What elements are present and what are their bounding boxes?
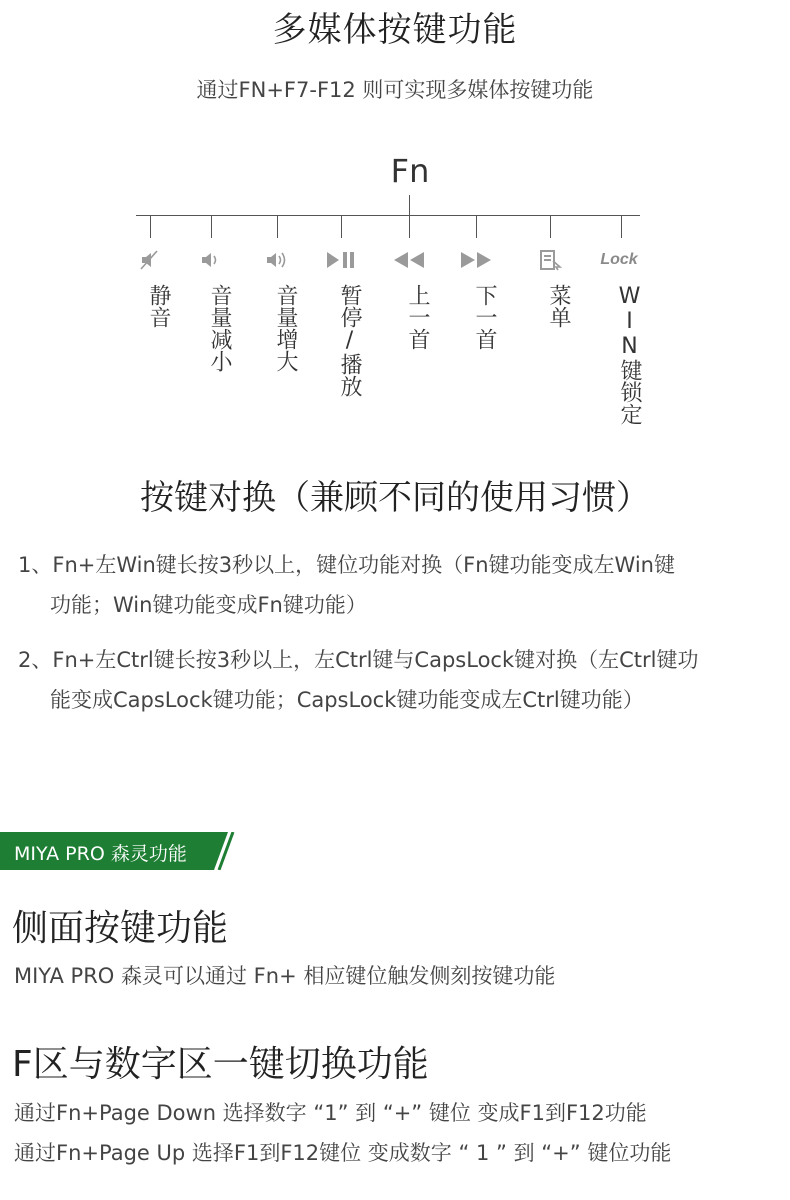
fn-label: Fn — [390, 152, 430, 190]
side-key-desc: MIYA PRO 森灵可以通过 Fn+ 相应键位触发侧刻按键功能 — [14, 964, 556, 988]
previous-track-icon — [389, 246, 429, 274]
key-swap-title: 按键对换（兼顾不同的使用习惯） — [140, 478, 650, 518]
f-zone-line1: 通过Fn+Page Down 选择数字 “1” 到 “+” 键位 变成F1到F12功能 — [14, 1101, 647, 1125]
key-label-volume-up: 音量增大 — [273, 284, 298, 372]
multimedia-title: 多媒体按键功能 — [272, 10, 518, 50]
key-tick — [409, 216, 410, 238]
multimedia-subtitle: 通过FN+F7-F12 则可实现多媒体按键功能 — [196, 78, 594, 102]
swap-item-2-line2: 能变成CapsLock键功能；CapsLock键功能变成左Ctrl键功能） — [50, 688, 644, 712]
key-label-win-lock: WIN键锁定 — [617, 284, 642, 425]
swap-item-1-line1: 1、Fn+左Win键长按3秒以上，键位功能对换（Fn键功能变成左Win键 — [18, 553, 675, 577]
f-zone-line2: 通过Fn+Page Up 选择F1到F12键位 变成数字 “ 1 ” 到 “+” 键位功能 — [14, 1141, 672, 1165]
volume-down-icon — [191, 246, 231, 274]
key-tick — [211, 216, 212, 238]
key-label-mute: 静音 — [146, 284, 171, 328]
next-track-icon — [456, 246, 496, 274]
key-tick — [150, 216, 151, 238]
key-tick — [550, 216, 551, 238]
key-tick — [277, 216, 278, 238]
banner-text: MIYA PRO 森灵功能 — [14, 843, 187, 865]
lock-icon: Lock — [600, 251, 638, 268]
key-label-next: 下一首 — [472, 284, 497, 350]
fn-connector — [409, 195, 410, 215]
swap-item-2-line1: 2、Fn+左Ctrl键长按3秒以上，左Ctrl键与CapsLock键对换（左Ctrl键功 — [18, 648, 699, 672]
key-label-menu: 菜单 — [546, 284, 571, 328]
play-pause-icon — [321, 246, 361, 274]
key-label-play-pause: 暂停/播放 — [337, 284, 362, 397]
volume-up-icon — [257, 246, 297, 274]
swap-item-1-line2: 功能；Win键功能变成Fn键功能） — [50, 593, 367, 617]
side-key-title: 侧面按键功能 — [12, 908, 229, 949]
key-tick — [341, 216, 342, 238]
key-tick — [476, 216, 477, 238]
key-label-previous: 上一首 — [405, 284, 430, 350]
key-tick — [621, 216, 622, 238]
key-label-volume-down: 音量减小 — [207, 284, 232, 372]
mute-icon — [130, 246, 170, 274]
menu-icon — [530, 246, 570, 274]
f-zone-switch-title: F区与数字区一键切换功能 — [12, 1044, 429, 1085]
